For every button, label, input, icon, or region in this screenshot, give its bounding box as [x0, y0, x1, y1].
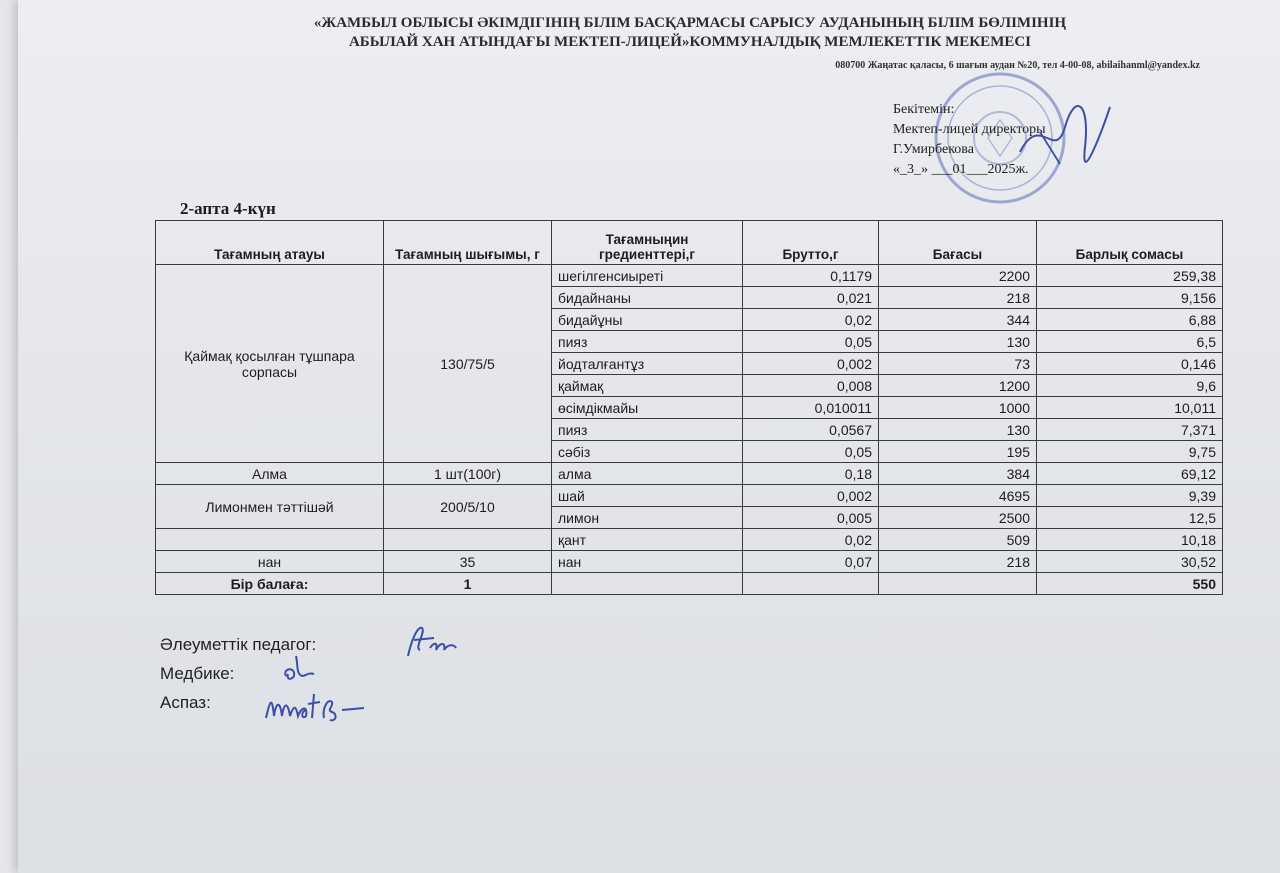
ingredient: шегілгенсиыреті — [552, 265, 743, 287]
brutto: 0,07 — [743, 551, 879, 573]
header-line-1: «ЖАМБЫЛ ОБЛЫСЫ ӘКІМДІГІНІҢ БІЛІМ БАСҚАРМАСЫ САРЫСУ АУДАНЫНЫҢ БІЛІМ БӨЛІМІНІҢ — [313, 15, 1067, 31]
table-row — [156, 551, 1223, 573]
brutto: 0,008 — [743, 375, 879, 397]
ingredient: сәбіз — [552, 441, 743, 463]
ingredient: бидайнаны — [552, 287, 743, 309]
total: 10,011 — [1037, 397, 1223, 419]
price: 509 — [879, 529, 1037, 551]
ingredient: пияз — [552, 419, 743, 441]
brutto: 0,002 — [743, 485, 879, 507]
col-yield: Тағамның шығымы, г — [384, 221, 552, 265]
summary-row — [156, 573, 1223, 595]
table-row — [156, 485, 1223, 507]
total: 10,18 — [1037, 529, 1223, 551]
dish-name: нан — [156, 551, 384, 573]
summary-empty-cell — [879, 573, 1037, 595]
price: 2500 — [879, 507, 1037, 529]
brutto: 0,010011 — [743, 397, 879, 419]
total: 7,371 — [1037, 419, 1223, 441]
brutto: 0,005 — [743, 507, 879, 529]
summary-total: 550 — [1037, 573, 1223, 595]
brutto: 0,021 — [743, 287, 879, 309]
total: 0,146 — [1037, 353, 1223, 375]
price: 1000 — [879, 397, 1037, 419]
col-dish-name: Тағамның атауы — [156, 221, 384, 265]
total: 6,5 — [1037, 331, 1223, 353]
price: 130 — [879, 419, 1037, 441]
total: 259,38 — [1037, 265, 1223, 287]
day-label: 2-апта 4-күн — [180, 199, 276, 218]
social-pedagogue-signature — [400, 618, 460, 663]
table-row — [156, 265, 1223, 287]
brutto: 0,05 — [743, 441, 879, 463]
menu-table — [155, 220, 1223, 595]
summary-label: Бір балаға: — [156, 573, 384, 595]
summary-empty-cell — [743, 573, 879, 595]
total: 9,156 — [1037, 287, 1223, 309]
price: 344 — [879, 309, 1037, 331]
ingredient: пияз — [552, 331, 743, 353]
brutto: 0,0567 — [743, 419, 879, 441]
brutto: 0,18 — [743, 463, 879, 485]
total: 9,75 — [1037, 441, 1223, 463]
brutto: 0,05 — [743, 331, 879, 353]
col-price: Бағасы — [879, 221, 1037, 265]
dish-yield: 200/5/10 — [384, 485, 552, 529]
table-row — [156, 463, 1223, 485]
ingredient: йодталғантұз — [552, 353, 743, 375]
total: 9,6 — [1037, 375, 1223, 397]
header-line-2: АБЫЛАЙ ХАН АТЫНДАҒЫ МЕКТЕП-ЛИЦЕЙ»КОММУНАЛДЫҚ МЕМЛЕКЕТТІК МЕКЕМЕСІ — [348, 34, 1032, 50]
table-row — [156, 529, 1223, 551]
price: 195 — [879, 441, 1037, 463]
header-address: 080700 Жаңатас қаласы, 6 шағын аудан №20, тел 4-00-08, abilaihanml@yandex.kz — [835, 60, 1200, 71]
document-header — [160, 14, 1220, 52]
summary-count: 1 — [384, 573, 552, 595]
total: 69,12 — [1037, 463, 1223, 485]
price: 73 — [879, 353, 1037, 375]
approval-title: Бекітемін: — [893, 102, 955, 117]
ingredient: шай — [552, 485, 743, 507]
brutto: 0,1179 — [743, 265, 879, 287]
dish-yield: 1 шт(100г) — [384, 463, 552, 485]
price: 130 — [879, 331, 1037, 353]
dish-yield — [384, 529, 552, 551]
ingredient: өсімдікмайы — [552, 397, 743, 419]
approval-position: Мектеп-лицей директоры — [893, 122, 1046, 137]
dish-name: Алма — [156, 463, 384, 485]
dish-name — [156, 529, 384, 551]
price: 4695 — [879, 485, 1037, 507]
brutto: 0,002 — [743, 353, 879, 375]
table-header-row — [156, 221, 1223, 265]
brutto: 0,02 — [743, 309, 879, 331]
dish-yield: 35 — [384, 551, 552, 573]
price: 218 — [879, 551, 1037, 573]
nurse-label: Медбике: — [160, 664, 235, 683]
col-ingredients: Тағамныңин гредиенттері,г — [552, 221, 743, 265]
approval-name: Г.Умирбекова — [893, 142, 974, 157]
ingredient: нан — [552, 551, 743, 573]
ingredient: лимон — [552, 507, 743, 529]
total: 12,5 — [1037, 507, 1223, 529]
col-total: Барлық сомасы — [1037, 221, 1223, 265]
total: 6,88 — [1037, 309, 1223, 331]
ingredient: қант — [552, 529, 743, 551]
price: 2200 — [879, 265, 1037, 287]
nurse-signature — [280, 650, 320, 685]
approval-date: «_3_» ___01___2025ж. — [893, 162, 1029, 177]
dish-name: Лимонмен тәттішәй — [156, 485, 384, 529]
total: 30,52 — [1037, 551, 1223, 573]
ingredient: алма — [552, 463, 743, 485]
dish-name: Қаймақ қосылған тұшпара сорпасы — [156, 265, 384, 463]
col-brutto: Брутто,г — [743, 221, 879, 265]
dish-yield: 130/75/5 — [384, 265, 552, 463]
price: 218 — [879, 287, 1037, 309]
total: 9,39 — [1037, 485, 1223, 507]
social-pedagogue-label: Әлеуметтік педагог: — [160, 635, 317, 654]
brutto: 0,02 — [743, 529, 879, 551]
price: 384 — [879, 463, 1037, 485]
ingredient: қаймақ — [552, 375, 743, 397]
cook-signature — [262, 688, 372, 728]
price: 1200 — [879, 375, 1037, 397]
cook-label: Аспаз: — [160, 693, 211, 712]
director-signature — [1010, 92, 1120, 172]
summary-empty-cell — [552, 573, 743, 595]
ingredient: бидайұны — [552, 309, 743, 331]
